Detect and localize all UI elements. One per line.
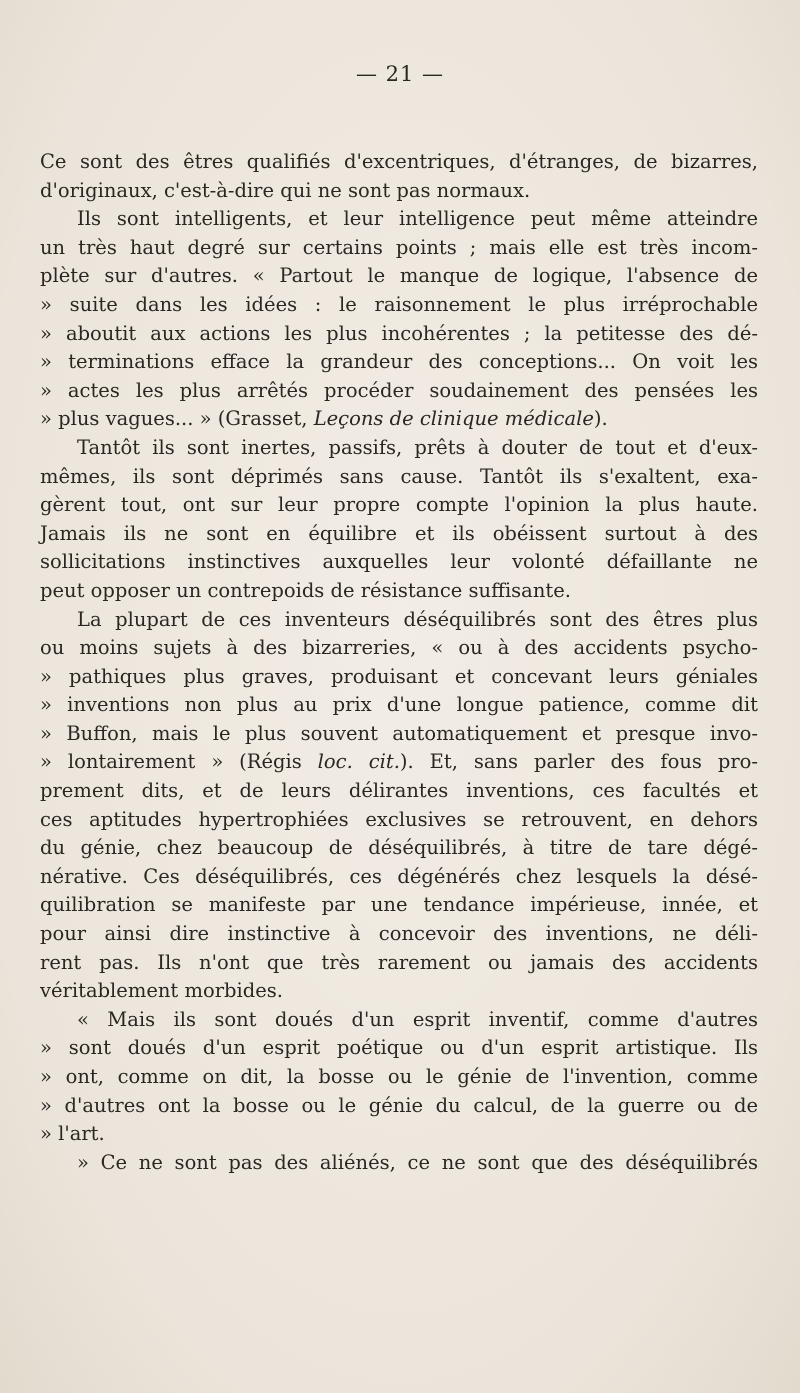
text-segment: d'originaux, c'est-à-dire qui ne sont pas normaux. [40, 178, 531, 202]
text-segment: « Mais ils sont doués d'un esprit inventif, comme d'autres [77, 1007, 758, 1031]
page-number: — 21 — [355, 62, 445, 86]
text-line [40, 634, 758, 663]
text-segment: » aboutit aux actions les plus incohérentes ; la petitesse des dé- [40, 321, 758, 345]
text-segment: nérative. Ces déséquilibrés, ces dégénérés chez lesquels la désé- [40, 864, 758, 888]
text-segment: ou moins sujets à des bizarreries, « ou à des accidents psycho- [40, 636, 758, 660]
text-segment: » l'art. [40, 1122, 105, 1146]
text-segment: ). [593, 407, 608, 431]
body-text [40, 148, 758, 1177]
text-line [40, 463, 758, 492]
text-line [40, 834, 758, 863]
text-line [40, 520, 758, 549]
text-segment: » sont doués d'un esprit poétique ou d'un esprit artistique. Ils [40, 1036, 758, 1060]
text-line [40, 377, 758, 406]
text-segment: ). Et, sans parler des fous pro- [399, 750, 758, 774]
text-segment: véritablement morbides. [40, 979, 283, 1003]
text-line [40, 977, 758, 1006]
text-segment: » inventions non plus au prix d'une longue patience, comme dit [40, 693, 758, 717]
text-line [40, 748, 758, 777]
text-segment: prement dits, et de leurs délirantes inventions, ces facultés et [40, 779, 758, 803]
text-segment: Jamais ils ne sont en équilibre et ils obéissent surtout à des [40, 521, 758, 545]
text-line [40, 262, 758, 291]
text-segment: Ce sont des êtres qualifiés d'excentriques, d'étranges, de bizarres, [40, 150, 758, 173]
text-line [40, 691, 758, 720]
text-line [40, 777, 758, 806]
text-segment: » pathiques plus graves, produisant et concevant leurs géniales [40, 664, 758, 688]
text-line [40, 320, 758, 349]
text-line [40, 920, 758, 949]
text-line [40, 548, 758, 577]
text-line [40, 863, 758, 892]
text-segment: » plus vagues... » (Grasset, [40, 407, 314, 431]
text-line [40, 1006, 758, 1035]
text-line [40, 405, 758, 434]
text-line [40, 606, 758, 635]
text-segment: Tantôt ils sont inertes, passifs, prêts à douter de tout et d'eux- [77, 435, 758, 459]
text-line [40, 434, 758, 463]
text-line [40, 1034, 758, 1063]
text-line [40, 720, 758, 749]
text-segment: rent pas. Ils n'ont que très rarement ou jamais des accidents [40, 950, 758, 974]
text-segment: un très haut degré sur certains points ; mais elle est très incom- [40, 235, 758, 259]
text-segment: » d'autres ont la bosse ou le génie du calcul, de la guerre ou de [40, 1093, 758, 1117]
text-line [40, 806, 758, 835]
text-segment: » actes les plus arrêtés procéder soudainement des pensées les [40, 378, 758, 402]
text-line [40, 1149, 758, 1178]
text-segment: » terminations efface la grandeur des conceptions... On voit les [40, 350, 758, 374]
text-segment: peut opposer un contrepoids de résistance suffisante. [40, 578, 571, 602]
text-segment: du génie, chez beaucoup de déséquilibrés, à titre de tare dégé- [40, 836, 758, 860]
text-segment: » lontairement » (Régis [40, 750, 318, 774]
text-line [40, 148, 758, 177]
text-segment: » Buffon, mais le plus souvent automatiquement et presque invo- [40, 721, 758, 745]
text-line [40, 291, 758, 320]
text-segment: mêmes, ils sont déprimés sans cause. Tantôt ils s'exaltent, exa- [40, 464, 758, 488]
text-line [40, 1120, 758, 1149]
text-line [40, 949, 758, 978]
text-segment: sollicitations instinctives auxquelles leur volonté défaillante ne [40, 550, 758, 574]
text-line [40, 177, 758, 206]
text-line [40, 1063, 758, 1092]
text-segment: » ont, comme on dit, la bosse ou le génie de l'invention, comme [40, 1065, 758, 1088]
italic-citation: Leçons de clinique médicale [313, 407, 594, 431]
text-line [40, 891, 758, 920]
text-line [40, 491, 758, 520]
text-segment: » suite dans les idées : le raisonnement le plus irréprochable [40, 292, 758, 316]
text-line [40, 205, 758, 234]
text-segment: » Ce ne sont pas des aliénés, ce ne sont que des déséquilibrés [77, 1150, 758, 1174]
text-segment: pour ainsi dire instinctive à concevoir des inventions, ne déli- [40, 922, 758, 946]
italic-citation: loc. cit. [317, 750, 400, 774]
text-line [40, 577, 758, 606]
text-segment: gèrent tout, ont sur leur propre compte l'opinion la plus haute. [40, 493, 758, 517]
text-segment: Ils sont intelligents, et leur intelligence peut même atteindre [77, 207, 758, 231]
text-line [40, 1092, 758, 1121]
text-segment: La plupart de ces inventeurs déséquilibrés sont des êtres plus [77, 607, 758, 631]
text-line [40, 234, 758, 263]
text-segment: plète sur d'autres. « Partout le manque de logique, l'absence de [40, 264, 758, 288]
text-line [40, 663, 758, 692]
text-segment: quilibration se manifeste par une tendance impérieuse, innée, et [40, 893, 758, 917]
text-segment: ces aptitudes hypertrophiées exclusives se retrouvent, en dehors [40, 807, 758, 831]
text-line [40, 348, 758, 377]
